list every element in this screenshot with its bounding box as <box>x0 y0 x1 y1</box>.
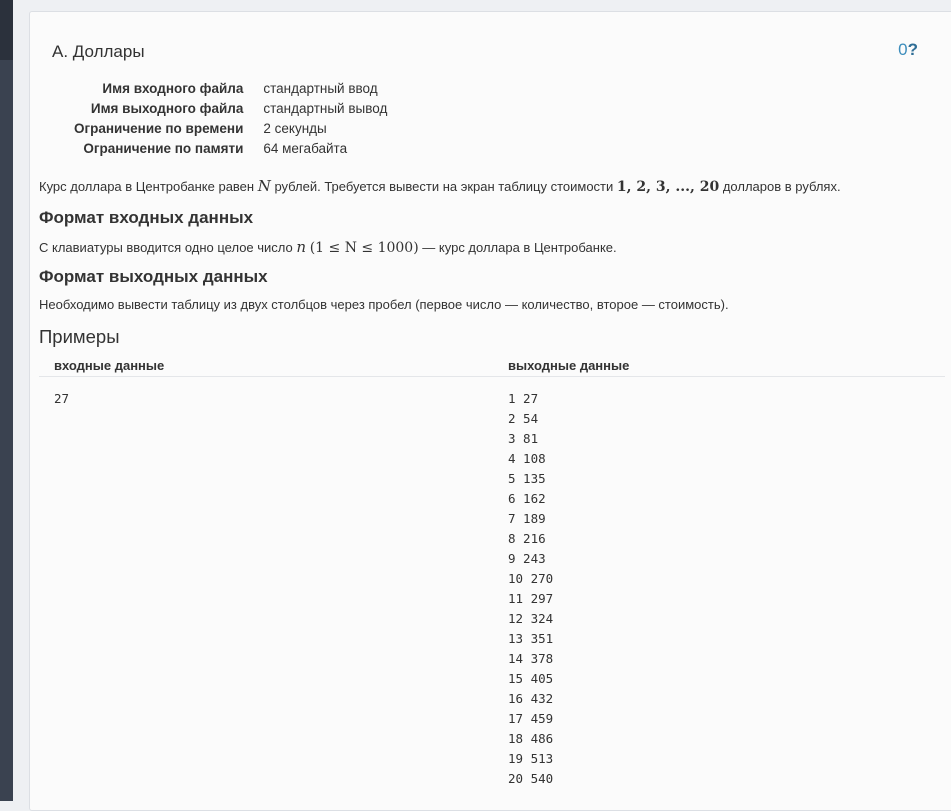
input-format-text: С клавиатуры вводится одно целое число <box>39 240 297 255</box>
statement-numbers: 1, 2, 3, ..., 20 <box>616 179 720 195</box>
example-output-line: 3 81 <box>508 431 539 446</box>
statement-text: Курс доллара в Центробанке равен <box>39 179 258 194</box>
help-icon[interactable]: ? <box>907 40 918 59</box>
example-output-line: 7 189 <box>508 511 546 526</box>
left-sidebar-rail-top <box>0 0 13 60</box>
score-indicator[interactable] <box>898 40 918 60</box>
example-input-line: 27 <box>54 391 70 406</box>
example-output-line: 13 351 <box>508 631 554 646</box>
example-output-line: 17 459 <box>508 711 554 726</box>
example-output-line: 20 540 <box>508 771 554 786</box>
examples-divider <box>39 376 945 377</box>
limits-row <box>74 99 387 119</box>
output-format-paragraph: Необходимо вывести таблицу из двух столбцов через пробел (первое число — количество, второе — стоимость). <box>39 297 729 312</box>
statement-text: долларов в рублях. <box>719 179 841 194</box>
input-format-heading: Формат входных данных <box>39 208 254 227</box>
limits-table <box>74 79 387 159</box>
example-output-line: 12 324 <box>508 611 554 626</box>
limits-value: 64 мегабайта <box>263 141 348 156</box>
example-output-line: 15 405 <box>508 671 554 686</box>
limits-key: Ограничение по памяти <box>83 141 244 156</box>
example-output-line: 11 297 <box>508 591 554 606</box>
example-output-block <box>508 389 553 789</box>
limits-row <box>74 79 387 99</box>
example-output-line: 2 54 <box>508 411 539 426</box>
example-output-line: 10 270 <box>508 571 554 586</box>
limits-row <box>74 119 387 139</box>
limits-key: Имя выходного файла <box>90 101 244 116</box>
example-output-label: выходные данные <box>508 358 630 373</box>
problem-panel <box>29 11 951 811</box>
limits-row <box>74 139 387 159</box>
input-format-paragraph <box>39 238 617 256</box>
limits-value: стандартный вывод <box>263 101 388 116</box>
problem-title: А. Доллары <box>52 42 145 61</box>
statement-var-N: N <box>257 177 271 195</box>
input-format-constraint: (1 ≤ N ≤ 1000) <box>309 240 419 256</box>
example-output-line: 19 513 <box>508 751 554 766</box>
limits-key: Ограничение по времени <box>74 121 244 136</box>
example-output-line: 14 378 <box>508 651 554 666</box>
statement-paragraph <box>39 177 841 195</box>
limits-value: 2 секунды <box>263 121 327 136</box>
example-output-line: 1 27 <box>508 391 539 406</box>
example-output-line: 8 216 <box>508 531 546 546</box>
score-value: 0 <box>898 40 908 59</box>
examples-heading: Примеры <box>39 326 120 347</box>
statement-text: рублей. Требуется вывести на экран таблицу стоимости <box>270 179 617 194</box>
limits-key: Имя входного файла <box>102 81 244 96</box>
output-format-heading: Формат выходных данных <box>39 267 268 286</box>
example-input-block <box>54 389 69 409</box>
example-output-line: 16 432 <box>508 691 554 706</box>
input-format-text: — курс доллара в Центробанке. <box>418 240 617 255</box>
example-input-label: входные данные <box>54 358 165 373</box>
left-sidebar-rail <box>0 0 13 801</box>
input-format-var-n: n <box>296 238 307 256</box>
example-output-line: 18 486 <box>508 731 554 746</box>
limits-value: стандартный ввод <box>263 81 378 96</box>
example-output-line: 5 135 <box>508 471 546 486</box>
example-output-line: 9 243 <box>508 551 546 566</box>
example-output-line: 4 108 <box>508 451 546 466</box>
example-output-line: 6 162 <box>508 491 546 506</box>
